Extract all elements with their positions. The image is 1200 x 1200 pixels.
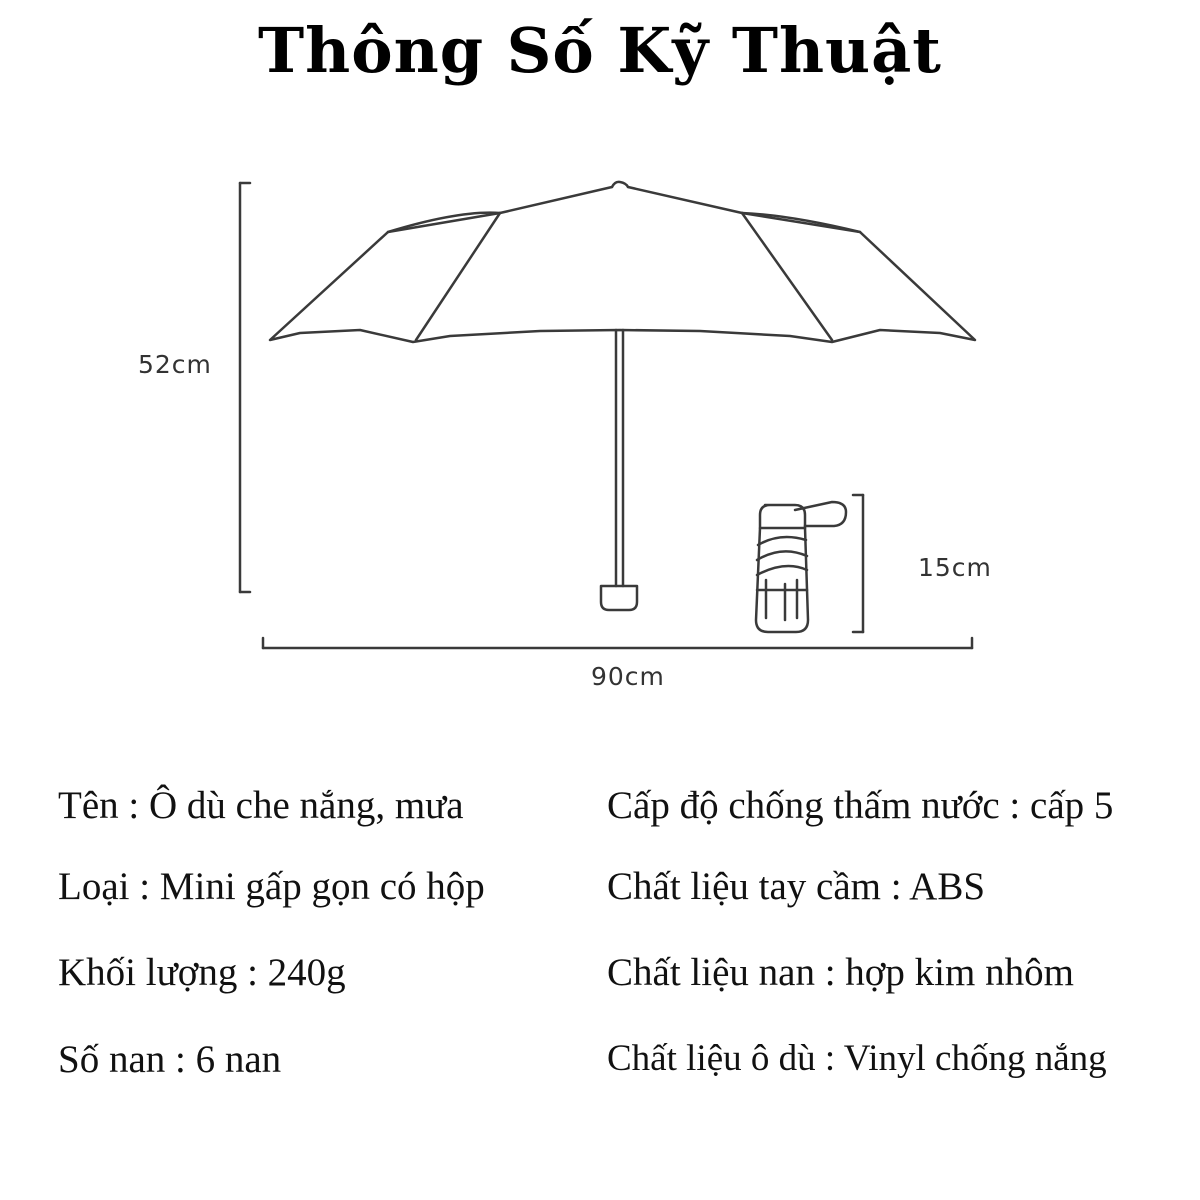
height-dimension-line xyxy=(240,183,250,592)
spec-rib-material: Chất liệu nan : hợp kim nhôm xyxy=(607,951,1074,994)
height-label: 52cm xyxy=(138,350,212,379)
spec-weight: Khối lượng : 240g xyxy=(58,951,346,994)
width-label: 90cm xyxy=(591,662,665,691)
umbrella-handle xyxy=(601,586,637,610)
spec-ribs: Số nan : 6 nan xyxy=(58,1038,282,1081)
folded-dimension-line xyxy=(853,495,863,632)
spec-waterproof: Cấp độ chống thấm nước : cấp 5 xyxy=(607,784,1114,827)
spec-name: Tên : Ô dù che nắng, mưa xyxy=(58,784,464,827)
spec-type: Loại : Mini gấp gọn có hộp xyxy=(58,865,485,908)
spec-canopy-material: Chất liệu ô dù : Vinyl chống nắng xyxy=(607,1038,1107,1079)
spec-handle-material: Chất liệu tay cầm : ABS xyxy=(607,865,986,908)
page-title: Thông Số Kỹ Thuật xyxy=(258,14,942,87)
umbrella-canopy xyxy=(270,182,975,342)
umbrella-shaft xyxy=(616,330,623,586)
width-dimension-line xyxy=(263,638,972,648)
folded-height-label: 15cm xyxy=(918,553,992,582)
folded-umbrella-icon xyxy=(756,502,846,632)
